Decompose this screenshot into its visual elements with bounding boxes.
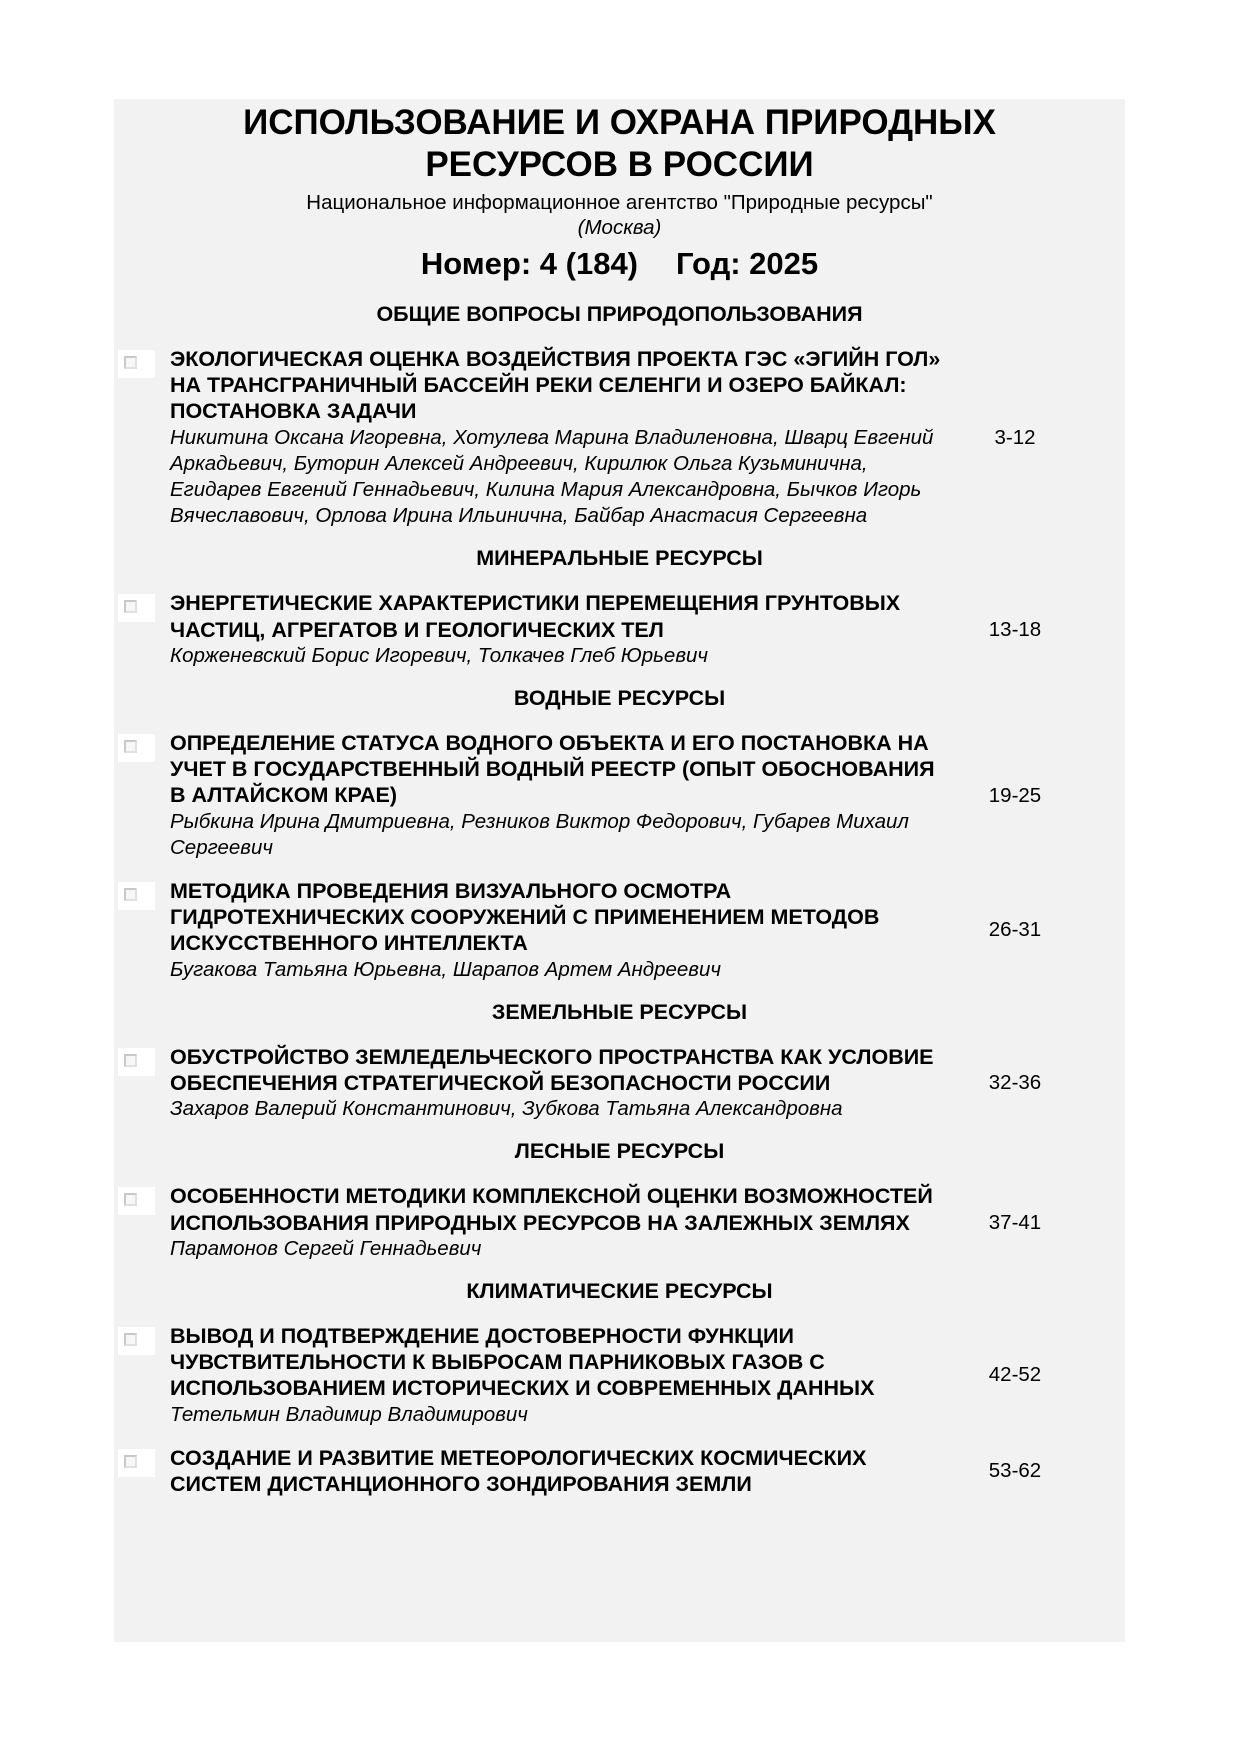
article-checkbox[interactable]: [118, 1449, 155, 1477]
article-body: [170, 1323, 955, 1428]
checkbox-icon: [124, 888, 137, 901]
publisher: Национальное информационное агентство "Природные ресурсы": [306, 191, 933, 214]
contents-list: [114, 301, 1125, 1497]
article-pages: 3-12: [994, 425, 1036, 449]
issue-year: Год: 2025: [676, 246, 819, 281]
article-entry: [114, 1044, 1125, 1123]
article-body: [170, 590, 955, 669]
checkbox-icon: [124, 1193, 137, 1206]
article-checkbox[interactable]: [118, 594, 155, 622]
section-heading: МИНЕРАЛЬНЫЕ РЕСУРСЫ: [476, 546, 763, 571]
article-body: [170, 346, 955, 529]
table-of-contents: [114, 99, 1125, 1642]
article-checkbox[interactable]: [118, 350, 155, 378]
article-checkbox[interactable]: [118, 734, 155, 762]
article-authors: Бугакова Татьяна Юрьевна, Шарапов Артем Андреевич: [170, 957, 722, 981]
checkbox-icon: [124, 356, 137, 369]
checkbox-icon: [124, 1455, 137, 1468]
issue-line: [114, 245, 1125, 283]
article-entry: [114, 346, 1125, 529]
article-pages: 19-25: [988, 783, 1042, 807]
section-heading: ОБЩИЕ ВОПРОСЫ ПРИРОДОПОЛЬЗОВАНИЯ: [376, 302, 863, 326]
article-title[interactable]: ВЫВОД И ПОДТВЕРЖДЕНИЕ ДОСТОВЕРНОСТИ ФУНКЦИИ ЧУВСТВИТЕЛЬНОСТИ К ВЫБРОСАМ ПАРНИКОВЫХ ГАЗОВ С ИСПОЛЬЗОВАНИЕМ ИСТОРИЧЕСКИХ И СОВРЕМЕННЫХ ДАННЫХ: [170, 1324, 875, 1401]
section-heading: ВОДНЫЕ РЕСУРСЫ: [513, 686, 726, 711]
journal-title-line-2: РЕСУРСОВ В РОССИИ: [425, 145, 814, 184]
article-pages: 26-31: [988, 918, 1042, 942]
article-authors: Никитина Оксана Игоревна, Хотулева Марина Владиленовна, Шварц Евгений Аркадьевич, Буторин Алексей Андреевич, Кирилюк Ольга Кузьминична, Егидарев Евгений Геннадьевич, Килина Мария Александровна, Бычков Игорь Вячеславович, Орлова Ирина Ильинична, Байбар Анастасия Сергеевна: [170, 425, 934, 528]
checkbox-icon: [124, 600, 137, 613]
article-checkbox[interactable]: [118, 1048, 155, 1076]
article-entry: [114, 1445, 1125, 1497]
article-entry: [114, 1183, 1125, 1262]
checkbox-icon: [124, 1054, 137, 1067]
article-entry: [114, 590, 1125, 669]
article-title[interactable]: СОЗДАНИЕ И РАЗВИТИЕ МЕТЕОРОЛОГИЧЕСКИХ КОСМИЧЕСКИХ СИСТЕМ ДИСТАНЦИОННОГО ЗОНДИРОВАНИЯ ЗЕМЛИ: [170, 1445, 867, 1497]
issue-number: Номер: 4 (184): [420, 246, 639, 281]
article-pages: 13-18: [988, 617, 1042, 641]
section-heading: КЛИМАТИЧЕСКИЕ РЕСУРСЫ: [466, 1279, 773, 1304]
publisher-city: (Москва): [577, 216, 662, 239]
article-body: [170, 1183, 955, 1262]
journal-title: [114, 99, 1125, 186]
article-entry: [114, 1323, 1125, 1428]
article-authors: Парамонов Сергей Геннадьевич: [170, 1236, 482, 1260]
article-authors: Корженевский Борис Игоревич, Толкачев Глеб Юрьевич: [170, 643, 709, 667]
article-authors: Тетельмин Владимир Владимирович: [170, 1402, 528, 1426]
article-title[interactable]: ЭНЕРГЕТИЧЕСКИЕ ХАРАКТЕРИСТИКИ ПЕРЕМЕЩЕНИЯ ГРУНТОВЫХ ЧАСТИЦ, АГРЕГАТОВ И ГЕОЛОГИЧЕСКИХ ТЕЛ: [170, 591, 901, 642]
checkbox-icon: [124, 740, 137, 753]
journal-title-line-1: ИСПОЛЬЗОВАНИЕ И ОХРАНА ПРИРОДНЫХ: [243, 103, 996, 142]
article-pages: 32-36: [988, 1071, 1042, 1095]
article-title[interactable]: ЭКОЛОГИЧЕСКАЯ ОЦЕНКА ВОЗДЕЙСТВИЯ ПРОЕКТА ГЭС «ЭГИЙН ГОЛ» НА ТРАНСГРАНИЧНЫЙ БАССЕЙН РЕКИ СЕЛЕНГИ И ОЗЕРО БАЙКАЛ: ПОСТАНОВКА ЗАДАЧИ: [170, 347, 941, 424]
article-body: [170, 878, 955, 983]
article-entry: [114, 878, 1125, 983]
article-title[interactable]: ОБУСТРОЙСТВО ЗЕМЛЕДЕЛЬЧЕСКОГО ПРОСТРАНСТВА КАК УСЛОВИЕ ОБЕСПЕЧЕНИЯ СТРАТЕГИЧЕСКОЙ БЕЗОПАСНОСТИ РОССИИ: [170, 1044, 934, 1096]
section-heading: ЛЕСНЫЕ РЕСУРСЫ: [514, 1139, 725, 1164]
section-heading: ЗЕМЕЛЬНЫЕ РЕСУРСЫ: [491, 999, 748, 1024]
article-body: [170, 1445, 955, 1497]
article-body: [170, 730, 955, 861]
article-authors: Рыбкина Ирина Дмитриевна, Резников Виктор Федорович, Губарев Михаил Сергеевич: [170, 809, 909, 859]
article-pages: 42-52: [988, 1363, 1042, 1387]
article-authors: Захаров Валерий Константинович, Зубкова Татьяна Александровна: [170, 1097, 843, 1121]
article-checkbox[interactable]: [118, 1187, 155, 1215]
article-pages: 53-62: [988, 1459, 1042, 1483]
article-checkbox[interactable]: [118, 882, 155, 910]
article-pages: 37-41: [988, 1210, 1042, 1234]
checkbox-icon: [124, 1333, 137, 1346]
article-checkbox[interactable]: [118, 1327, 155, 1355]
article-entry: [114, 730, 1125, 861]
article-title[interactable]: МЕТОДИКА ПРОВЕДЕНИЯ ВИЗУАЛЬНОГО ОСМОТРА ГИДРОТЕХНИЧЕСКИХ СООРУЖЕНИЙ С ПРИМЕНЕНИЕМ МЕТОДОВ ИСКУССТВЕННОГО ИНТЕЛЛЕКТА: [170, 879, 880, 956]
article-title[interactable]: ОПРЕДЕЛЕНИЕ СТАТУСА ВОДНОГО ОБЪЕКТА И ЕГО ПОСТАНОВКА НА УЧЕТ В ГОСУДАРСТВЕННЫЙ ВОДНЫЙ РЕЕСТР (ОПЫТ ОБОСНОВАНИЯ В АЛТАЙСКОМ КРАЕ): [170, 731, 935, 808]
article-title[interactable]: ОСОБЕННОСТИ МЕТОДИКИ КОМПЛЕКСНОЙ ОЦЕНКИ ВОЗМОЖНОСТЕЙ ИСПОЛЬЗОВАНИЯ ПРИРОДНЫХ РЕСУРСОВ НА ЗАЛЕЖНЫХ ЗЕМЛЯХ: [170, 1184, 933, 1235]
article-body: [170, 1044, 955, 1123]
